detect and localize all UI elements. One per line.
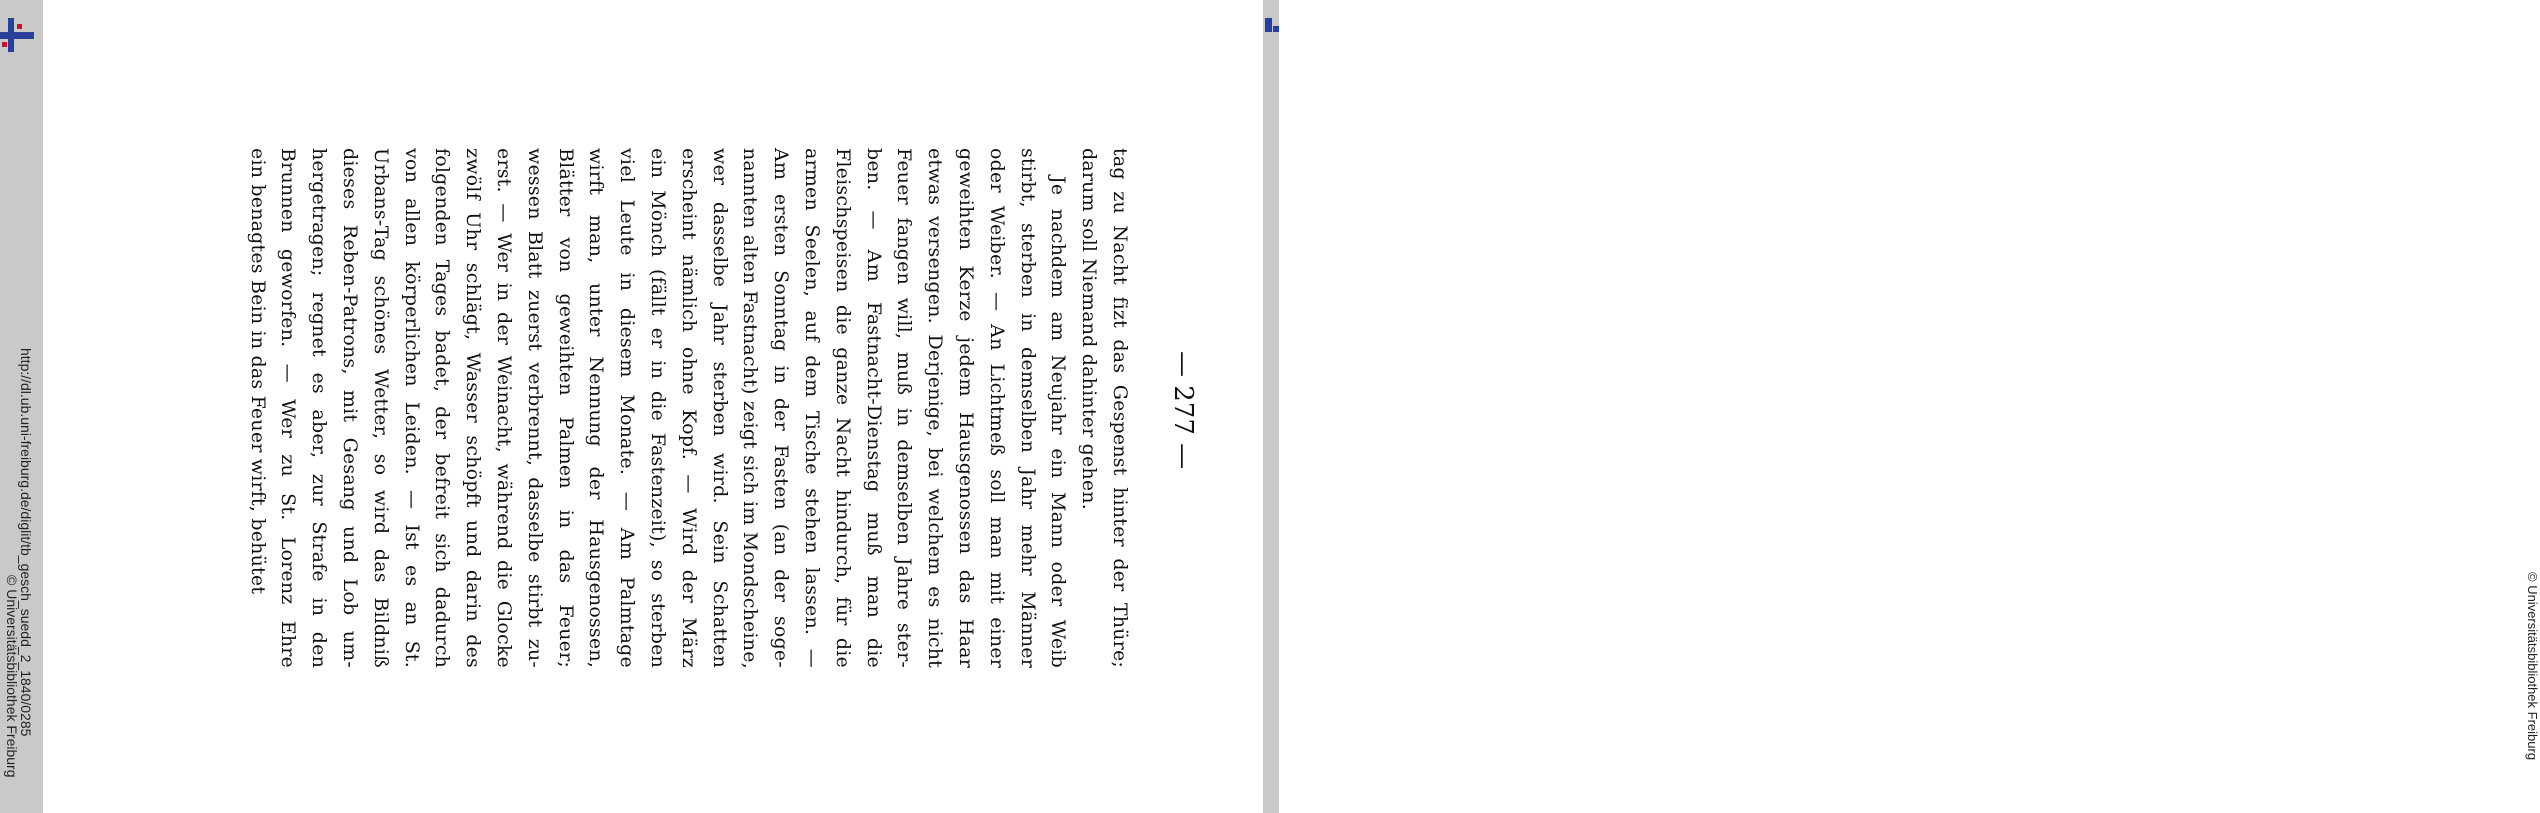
text-line: Brunnen geworfen. — Wer zu St. Lorenz Ehre (277, 148, 300, 668)
text-line: erst. — Wer in der Weinacht, während die Glocke (493, 148, 516, 668)
ub-freiburg-logo-icon (0, 18, 34, 52)
text-line: Fleischspeisen die ganze Nacht hindurch, für die (831, 148, 854, 668)
text-line: Urbans-Tag schönes Wetter, so wird das Bildniß (369, 148, 392, 668)
text-line: Blätter von geweihten Palmen in das Feuer; (554, 148, 577, 668)
text-line: Am ersten Sonntag in der Fasten (an der soge- (770, 148, 793, 668)
text-line: oder Weiber. — An Lichtmeß soll man mit einer (985, 148, 1008, 668)
text-line: darum soll Niemand dahinter gehen. (1078, 148, 1101, 510)
text-line: viel Leute in diesem Monate. — Am Palmtage (616, 148, 639, 668)
text-line: dieses Reben-Patrons, mit Gesang und Lob um- (339, 148, 362, 668)
text-line: von allen körperlichen Leiden. — Ist es an St. (400, 148, 423, 668)
text-line: ein benagtes Bein in das Feuer wirft, behütet (246, 148, 269, 595)
text-line: geweihten Kerze jedem Hausgenossen das Haar (955, 148, 978, 668)
scanned-book-page (45, 0, 1261, 813)
text-line: tag zu Nacht fizt das Gespenst hinter der Thüre; (1109, 148, 1131, 668)
right-margin-strip (1263, 0, 2540, 813)
text-line: etwas versengen. Derjenige, bei welchem es nicht (924, 148, 947, 668)
page-number: — 277 — (1168, 350, 1198, 470)
text-line: Je nachdem am Neujahr ein Mann oder Weib (1047, 176, 1070, 668)
copyright-notice-right: © Universitätsbibliothek Freiburg (2525, 572, 2540, 761)
text-line: hergetragen; regnet es aber, zur Strafe in den (308, 148, 331, 668)
text-line: armen Seelen, auf dem Tische stehen lassen. — (801, 148, 824, 668)
text-line: ben. — Am Fastnacht-Dienstag muß man die (862, 148, 885, 668)
text-line: nannten alten Fastnacht) zeigt sich im Mondscheine, (739, 148, 762, 669)
text-line: erscheint nämlich ohne Kopf. — Wird der März (677, 148, 700, 668)
text-line: wirft man, unter Nennung der Hausgenossen, (585, 148, 608, 668)
page-text-block (235, 148, 1135, 668)
page-text-rotated (235, 148, 1135, 668)
copyright-notice-left: © Universitätsbibliothek Freiburg (4, 575, 20, 778)
text-line: wessen Blatt zuerst verbrennt, dasselbe stirbt zu- (523, 148, 546, 668)
left-margin-strip (0, 0, 43, 813)
text-line: stirbt, sterben in demselben Jahr mehr Männer (1016, 148, 1039, 668)
text-line: ein Mönch (fällt er in die Fastenzeit), so sterben (647, 148, 670, 668)
text-line: folgenden Tages badet, der befreit sich dadurch (431, 148, 454, 668)
ub-freiburg-logo-icon-right (1265, 18, 1279, 38)
text-line: Feuer fangen will, muß in demselben Jahre ster- (893, 148, 916, 668)
text-line: wer dasselbe Jahr sterben wird. Sein Schatten (708, 148, 731, 668)
text-line: zwölf Uhr schlägt, Wasser schöpft und darin des (462, 148, 485, 668)
permalink-url[interactable]: http://dl.ub.uni-freiburg.de/diglit/tb_gesch_suedd_2_1840/0285 (18, 348, 34, 737)
